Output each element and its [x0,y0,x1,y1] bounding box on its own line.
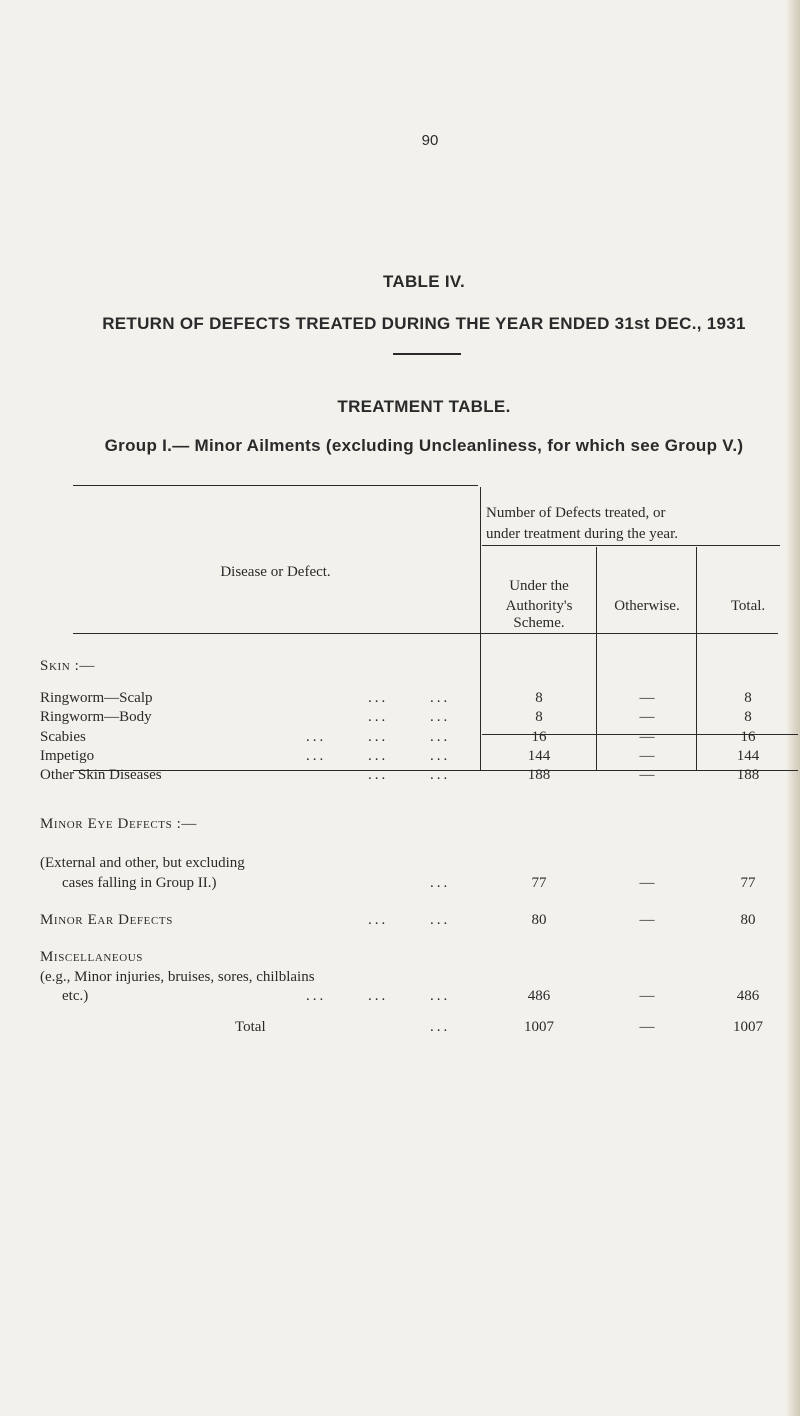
dot-leader: ... [430,767,451,783]
dot-leader: ... [368,912,389,928]
row-label: Scabies [40,729,86,745]
column-header-authority-line2: Authority's [505,598,573,614]
section-miscellaneous: Miscellaneous [40,949,144,965]
cell-otherwise: — [639,690,655,706]
column-header-authority-line3: Scheme. [513,615,565,631]
dot-leader: ... [430,988,451,1004]
section-minor-ear-defects: Minor Ear Defects [40,912,173,928]
column-header-authority-line1: Under the [509,578,569,594]
dot-leader: ... [430,748,451,764]
dot-leader: ... [430,875,451,891]
cell-total: 144 [736,748,760,764]
cell-authority: 16 [531,729,547,745]
dot-leader: ... [430,1019,451,1035]
table-top-rule-left [73,485,478,486]
group-header-rule [482,545,780,546]
table-row [40,688,460,708]
separator-rule [393,353,461,355]
column-group-header-line2: under treatment during the year. [486,526,679,542]
cell-total: 16 [740,729,756,745]
cell-authority: 1007 [524,1019,554,1035]
cell-total: 486 [736,988,760,1004]
page-number: 90 [421,132,439,149]
cell-otherwise: — [639,988,655,1004]
table-row [40,746,460,766]
row-label: Other Skin Diseases [40,767,162,783]
cell-otherwise: — [639,767,655,783]
column-header-total: Total. [730,598,766,614]
dot-leader: ... [306,729,327,745]
row-label: Ringworm—Body [40,709,152,725]
row-label: Ringworm—Scalp [40,690,153,706]
cell-otherwise: — [639,709,655,725]
column-header-otherwise: Otherwise. [614,598,680,614]
dot-leader: ... [368,729,389,745]
eye-note-line1: (External and other, but excluding [40,855,245,871]
cell-total: 80 [740,912,756,928]
cell-total: 188 [736,767,760,783]
table-label: TABLE IV. [382,272,466,291]
group-title: Group I.— Minor Ailments (excluding Uncleanliness, for which see Group V.) [104,436,744,455]
treatment-title: TREATMENT TABLE. [337,397,511,416]
cell-authority: 188 [527,767,551,783]
dot-leader: ... [306,748,327,764]
table-row [40,765,460,785]
cell-authority: 8 [535,709,543,725]
dot-leader: ... [368,690,389,706]
cell-total: 1007 [733,1019,763,1035]
dot-leader: ... [306,988,327,1004]
column-group-header-line1: Number of Defects treated, or [486,505,666,521]
dot-leader: ... [368,767,389,783]
cell-otherwise: — [639,1019,655,1035]
dot-leader: ... [368,709,389,725]
dot-leader: ... [368,988,389,1004]
dot-leader: ... [430,690,451,706]
cell-authority: 144 [527,748,551,764]
misc-note-line2: (e.g., Minor injuries, bruises, sores, chilblains [40,969,315,985]
section-minor-eye-defects: Minor Eye Defects :— [40,816,198,832]
total-label: Total [235,1019,266,1035]
dot-leader: ... [368,748,389,764]
cell-authority: 8 [535,690,543,706]
section-skin: Skin :— [40,658,96,674]
cell-total: 8 [744,709,752,725]
cell-otherwise: — [639,748,655,764]
header-bottom-rule [73,633,778,634]
cell-otherwise: — [639,912,655,928]
dot-leader: ... [430,709,451,725]
row-label: Impetigo [40,748,95,764]
dot-leader: ... [430,729,451,745]
table-row [40,727,460,747]
column-divider-1 [480,487,481,770]
dot-leader: ... [430,912,451,928]
column-header-disease: Disease or Defect. [220,564,331,580]
cell-otherwise: — [639,875,655,891]
return-title: RETURN OF DEFECTS TREATED DURING THE YEAR ENDED 31st DEC., 1931 [102,314,746,333]
eye-note-line2: cases falling in Group II.) [62,875,217,891]
cell-otherwise: — [639,729,655,745]
cell-authority: 77 [531,875,547,891]
cell-authority: 80 [531,912,547,928]
table-row [40,707,460,727]
cell-authority: 486 [527,988,551,1004]
misc-note-line3: etc.) [62,988,89,1004]
cell-total: 77 [740,875,756,891]
cell-total: 8 [744,690,752,706]
